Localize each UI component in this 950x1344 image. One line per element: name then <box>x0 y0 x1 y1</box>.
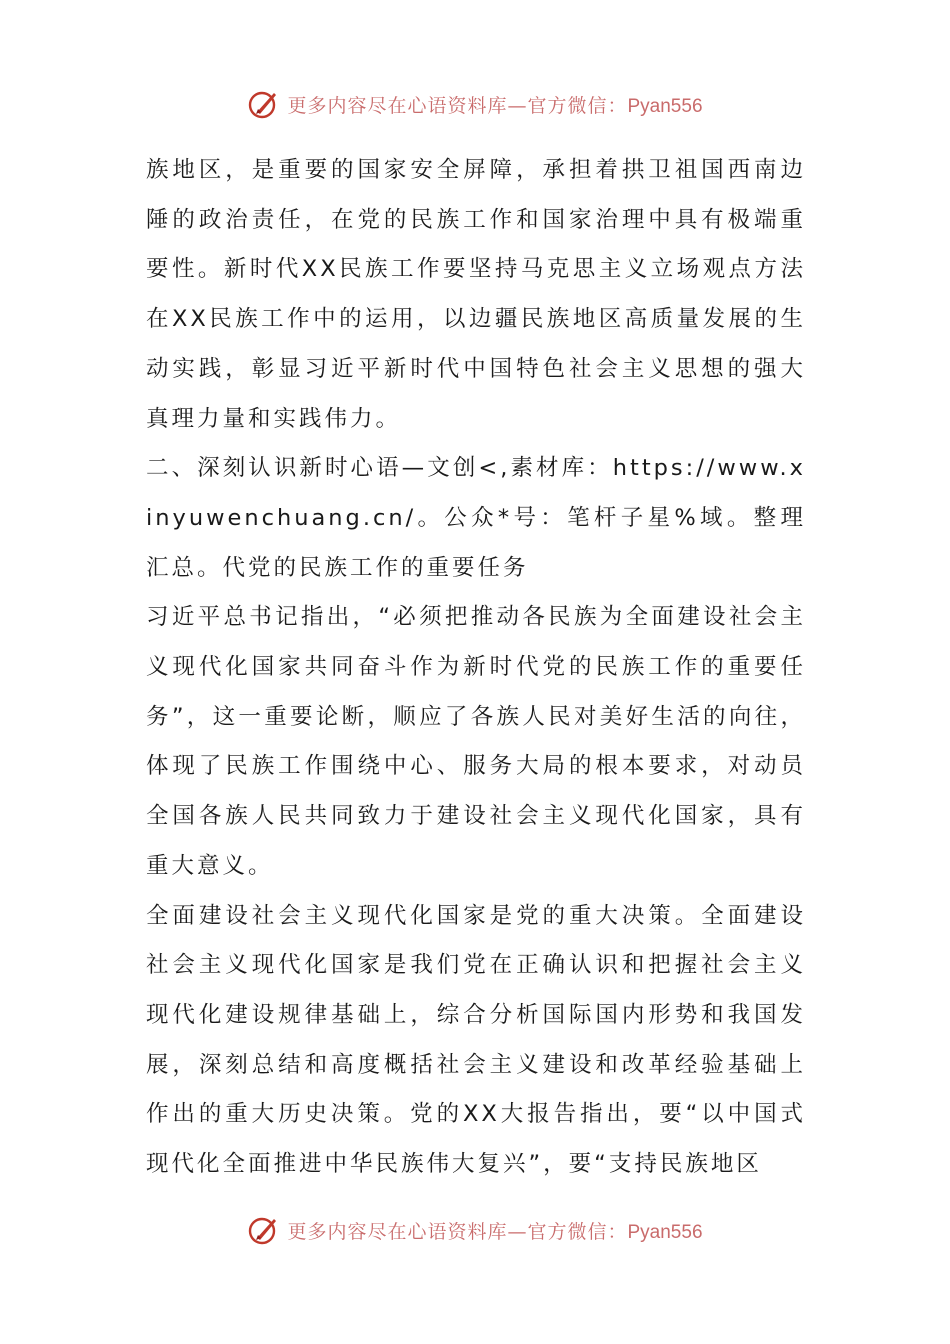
header-banner <box>0 84 950 124</box>
quill-pen-logo-icon <box>247 87 281 121</box>
header-banner-text: 更多内容尽在心语资料库—官方微信：Pyan556 <box>287 94 703 117</box>
footer-banner-text: 更多内容尽在心语资料库—官方微信：Pyan556 <box>287 1220 703 1243</box>
footer-banner <box>0 1210 950 1250</box>
quill-pen-logo-icon <box>247 1213 281 1247</box>
paragraph: 全面建设社会主义现代化国家是党的重大决策。全面建设社会主义现代化国家是我们党在正确认识和把握社会主义现代化建设规律基础上，综合分析国际国内形势和我国发展，深刻总结和高度概括社会主义建设和改革经验基础上作出的重大历史决策。党的XX大报告指出，要“以中国式现代化全面推进中华民族伟大复兴”，要“支持民族地区 <box>146 902 806 1178</box>
document-body <box>146 146 806 1190</box>
header-wechat-id: Pyan556 <box>627 95 703 117</box>
section-heading: 二、深刻认识新时心语—文创<,素材库：https://www.xinyuwenchuang.cn/。公众*号：笔杆子星%域。整理汇总。代党的民族工作的重要任务 <box>146 455 806 581</box>
paragraph: 习近平总书记指出，“必须把推动各民族为全面建设社会主义现代化国家共同奋斗作为新时代党的民族工作的重要任务”，这一重要论断，顺应了各族人民对美好生活的向往，体现了民族工作围绕中心、服务大局的根本要求，对动员全国各族人民共同致力于建设社会主义现代化国家，具有重大意义。 <box>146 604 806 879</box>
footer-wechat-id: Pyan556 <box>627 1221 703 1243</box>
paragraph: 族地区，是重要的国家安全屏障，承担着拱卫祖国西南边陲的政治责任，在党的民族工作和国家治理中具有极端重要性。新时代XX民族工作要坚持马克思主义立场观点方法在XX民族工作中的运用，以边疆民族地区高质量发展的生动实践，彰显习近平新时代中国特色社会主义思想的强大真理力量和实践伟力。 <box>146 157 806 432</box>
